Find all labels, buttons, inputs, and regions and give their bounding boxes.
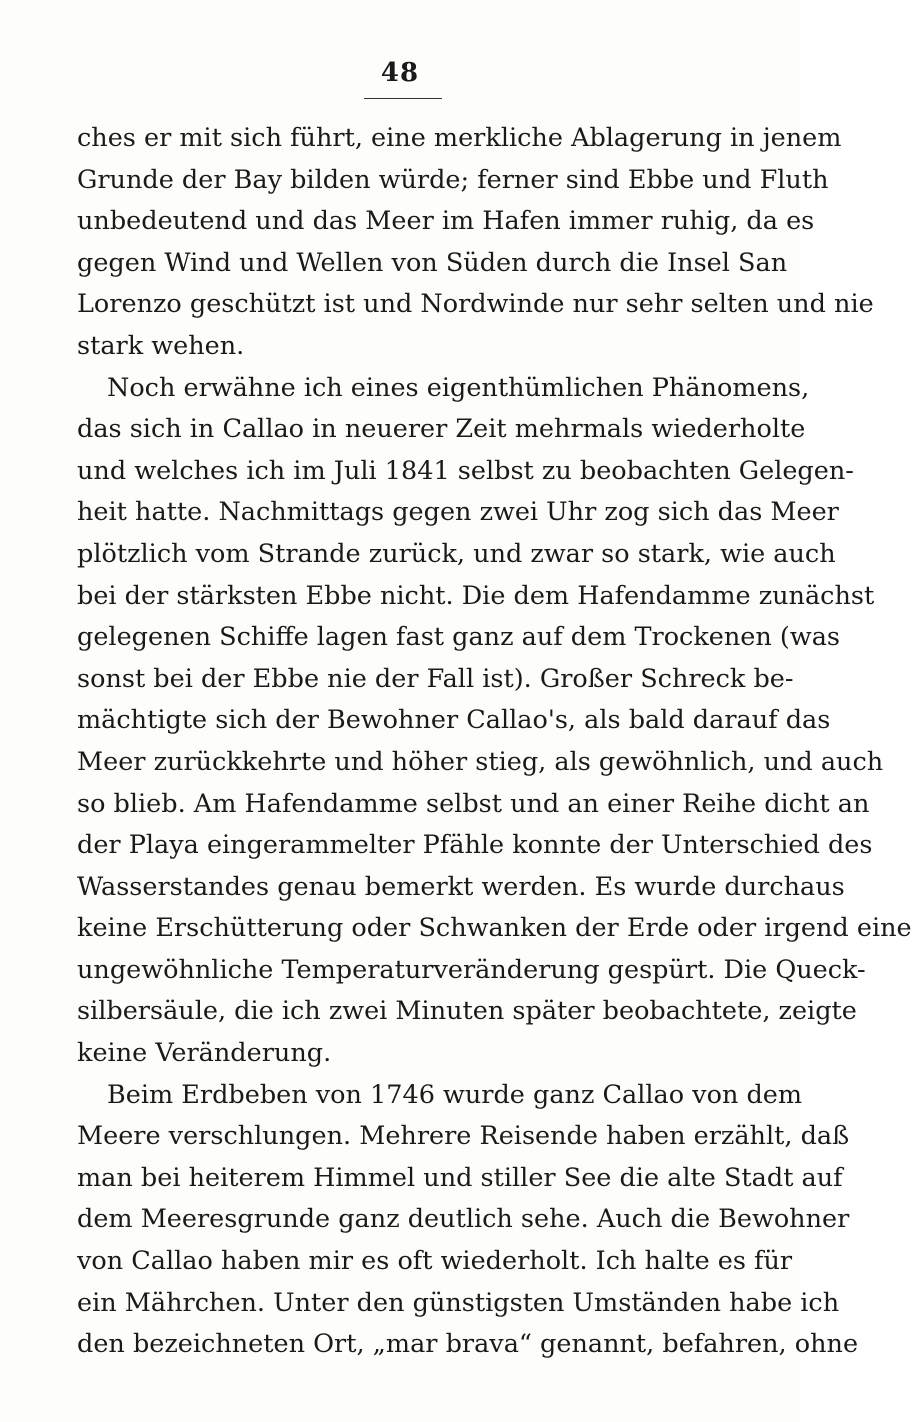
text-line: silbersäule, die ich zwei Minuten später beobachtete, zeigte	[77, 996, 857, 1027]
body-text	[77, 118, 912, 1366]
text-line: man bei heiterem Himmel und stiller See die alte Stadt auf	[77, 1162, 843, 1193]
text-line: sonst bei der Ebbe nie der Fall ist). Großer Schreck be-	[77, 663, 794, 694]
text-line: gelegenen Schiffe lagen fast ganz auf dem Trockenen (was	[77, 622, 840, 653]
text-line: dem Meeresgrunde ganz deutlich sehe. Auch die Bewohner	[77, 1204, 850, 1235]
text-line: ches er mit sich führt, eine merkliche Ablagerung in jenem	[77, 123, 842, 153]
text-line: keine Veränderung.	[77, 1038, 332, 1069]
text-line: das sich in Callao in neuerer Zeit mehrmals wiederholte	[77, 414, 806, 445]
text-line: keine Erschütterung oder Schwanken der Erde oder irgend eine	[77, 913, 912, 944]
text-line: mächtigte sich der Bewohner Callao's, als bald darauf das	[77, 705, 831, 736]
text-line: stark wehen.	[77, 330, 245, 361]
text-line: der Playa eingerammelter Pfähle konnte der Unterschied des	[77, 830, 873, 861]
text-line: und welches ich im Juli 1841 selbst zu beobachten Gelegen-	[77, 455, 854, 486]
text-line: Grunde der Bay bilden würde; ferner sind Ebbe und Fluth	[77, 164, 829, 195]
text-line: Lorenzo geschützt ist und Nordwinde nur sehr selten und nie	[77, 289, 874, 320]
text-line: bei der stärksten Ebbe nicht. Die dem Hafendamme zunächst	[77, 580, 875, 611]
text-line: ungewöhnliche Temperaturveränderung gespürt. Die Queck-	[77, 954, 866, 985]
text-line: Noch erwähne ich eines eigenthümlichen Phänomens,	[107, 372, 810, 403]
text-line: gegen Wind und Wellen von Süden durch die Insel San	[77, 247, 788, 278]
text-line: so blieb. Am Hafendamme selbst und an einer Reihe dicht an	[77, 788, 870, 819]
text-line: den bezeichneten Ort, „mar brava“ genannt, befahren, ohne	[77, 1329, 859, 1360]
page-number: 48	[380, 58, 420, 88]
text-line: Beim Erdbeben von 1746 wurde ganz Callao von dem	[107, 1079, 803, 1110]
text-line: Wasserstandes genau bemerkt werden. Es wurde durchaus	[77, 871, 845, 902]
text-line: heit hatte. Nachmittags gegen zwei Uhr zog sich das Meer	[77, 497, 839, 528]
text-line: unbedeutend und das Meer im Hafen immer ruhig, da es	[77, 206, 815, 237]
text-line: ein Mährchen. Unter den günstigsten Umständen habe ich	[77, 1287, 840, 1318]
text-line: von Callao haben mir es oft wiederholt. Ich halte es für	[77, 1246, 793, 1277]
header-rule	[364, 98, 442, 99]
text-line: Meer zurückkehrte und höher stieg, als gewöhnlich, und auch	[77, 746, 884, 777]
text-line: Meere verschlungen. Mehrere Reisende haben erzählt, daß	[77, 1121, 850, 1152]
text-line: plötzlich vom Strande zurück, und zwar so stark, wie auch	[77, 538, 836, 569]
